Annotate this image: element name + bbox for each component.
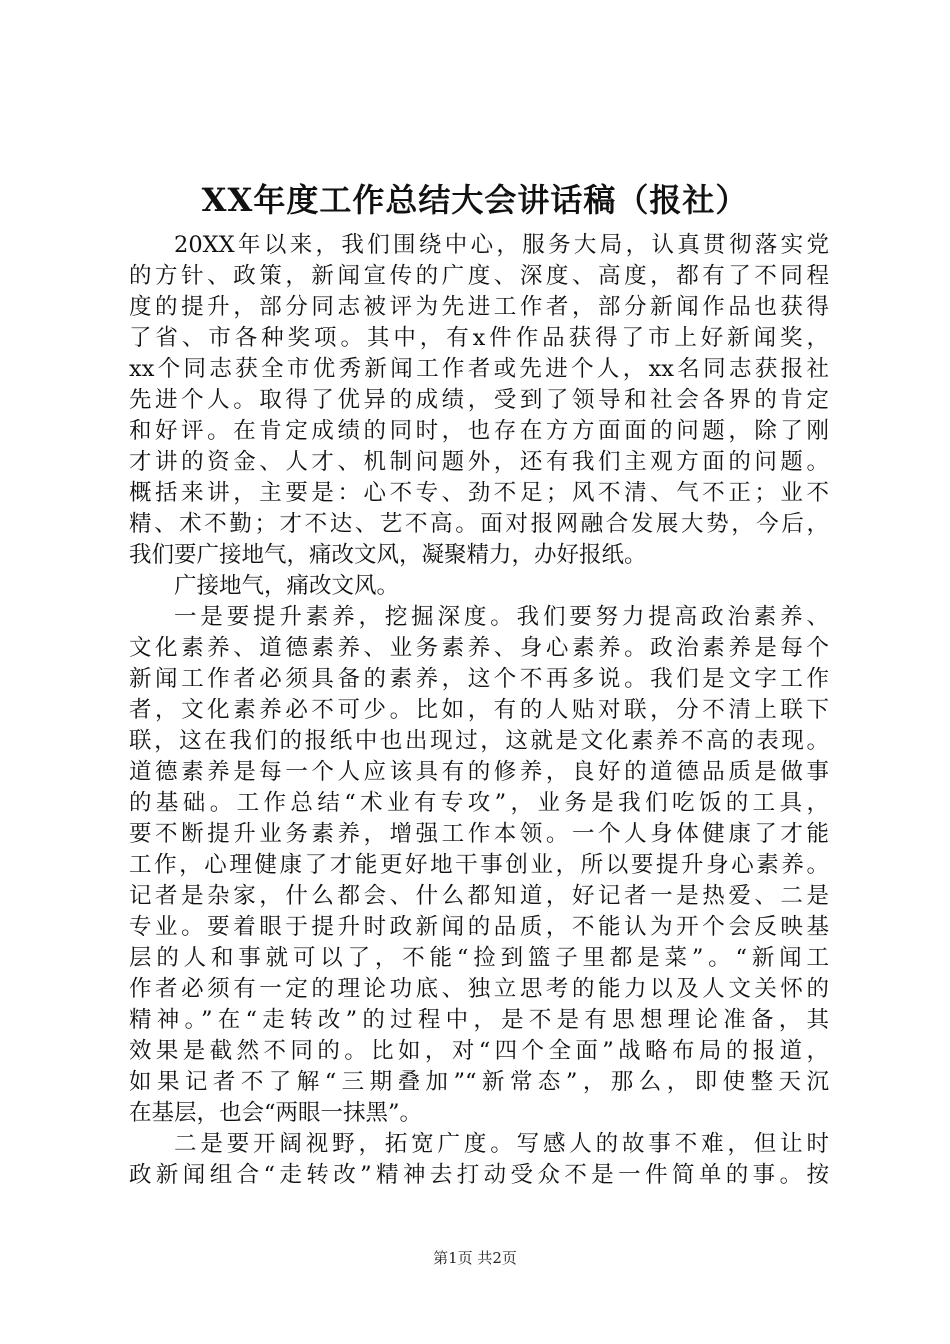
body-line: xx个同志获全市优秀新闻工作者或先进个人，xx名同志获报社	[129, 356, 829, 382]
body-line: 先进个人。取得了优异的成绩，受到了领导和社会各界的肯定	[129, 387, 829, 413]
body-line: 联，这在我们的报纸中也出现过，这就是文化素养不高的表现。	[129, 728, 829, 754]
document-body	[129, 230, 829, 1191]
body-line: 的基础。工作总结“术业有专攻”，业务是我们吃饭的工具，	[129, 790, 829, 816]
body-line: 20XX年以来，我们围绕中心，服务大局，认真贯彻落实党	[174, 232, 829, 258]
body-line: 概括来讲，主要是：心不专、劲不足；风不清、气不正；业不	[129, 480, 829, 506]
body-line: 专业。要着眼于提升时政新闻的品质，不能认为开个会反映基	[129, 914, 829, 940]
body-line: 者，文化素养必不可少。比如，有的人贴对联，分不清上联下	[129, 697, 829, 723]
body-line: 精神。”在“走转改”的过程中，是不是有思想理论准备，其	[129, 1007, 829, 1033]
body-line: 作者必须有一定的理论功底、独立思考的能力以及人文关怀的	[129, 976, 829, 1002]
body-line: 在基层，也会“两眼一抹黑”。	[129, 1100, 423, 1126]
body-line: 新闻工作者必须具备的素养，这个不再多说。我们是文字工作	[129, 666, 829, 692]
body-line: 文化素养、道德素养、业务素养、身心素养。政治素养是每个	[129, 635, 829, 661]
body-line: 的方针、政策，新闻宣传的广度、深度、高度，都有了不同程	[129, 263, 829, 289]
page-footer: 第1页 共2页	[433, 1249, 517, 1267]
body-line: 要不断提升业务素养，增强工作本领。一个人身体健康了才能	[129, 821, 829, 847]
body-line: 二是要开阔视野，拓宽广度。写感人的故事不难，但让时	[174, 1131, 829, 1157]
section-heading: 广接地气，痛改文风。	[174, 573, 400, 599]
body-line: 一是要提升素养，挖掘深度。我们要努力提高政治素养、	[174, 604, 829, 630]
document-title: XX年度工作总结大会讲话稿（报社）	[201, 181, 749, 219]
body-line: 了省、市各种奖项。其中，有x件作品获得了市上好新闻奖，	[129, 325, 829, 351]
body-line: 道德素养是每一个人应该具有的修养，良好的道德品质是做事	[129, 759, 829, 785]
body-line: 如果记者不了解“三期叠加”“新常态”，那么，即使整天沉	[129, 1069, 829, 1095]
body-line: 才讲的资金、人才、机制问题外，还有我们主观方面的问题。	[129, 449, 829, 475]
body-line: 层的人和事就可以了，不能“捡到篮子里都是菜”。“新闻工	[129, 945, 829, 971]
body-line: 精、术不勤；才不达、艺不高。面对报网融合发展大势，今后，	[129, 511, 829, 537]
body-line: 和好评。在肯定成绩的同时，也存在方方面面的问题，除了刚	[129, 418, 829, 444]
body-line: 记者是杂家，什么都会、什么都知道，好记者一是热爱、二是	[129, 883, 829, 909]
body-line: 度的提升，部分同志被评为先进工作者，部分新闻作品也获得	[129, 294, 829, 320]
body-line: 政新闻组合“走转改”精神去打动受众不是一件简单的事。按	[129, 1162, 829, 1188]
body-line: 我们要广接地气，痛改文风，凝聚精力，办好报纸。	[129, 542, 647, 568]
body-line: 工作，心理健康了才能更好地干事创业，所以要提升身心素养。	[129, 852, 829, 878]
body-line: 效果是截然不同的。比如，对“四个全面”战略布局的报道，	[129, 1038, 829, 1064]
